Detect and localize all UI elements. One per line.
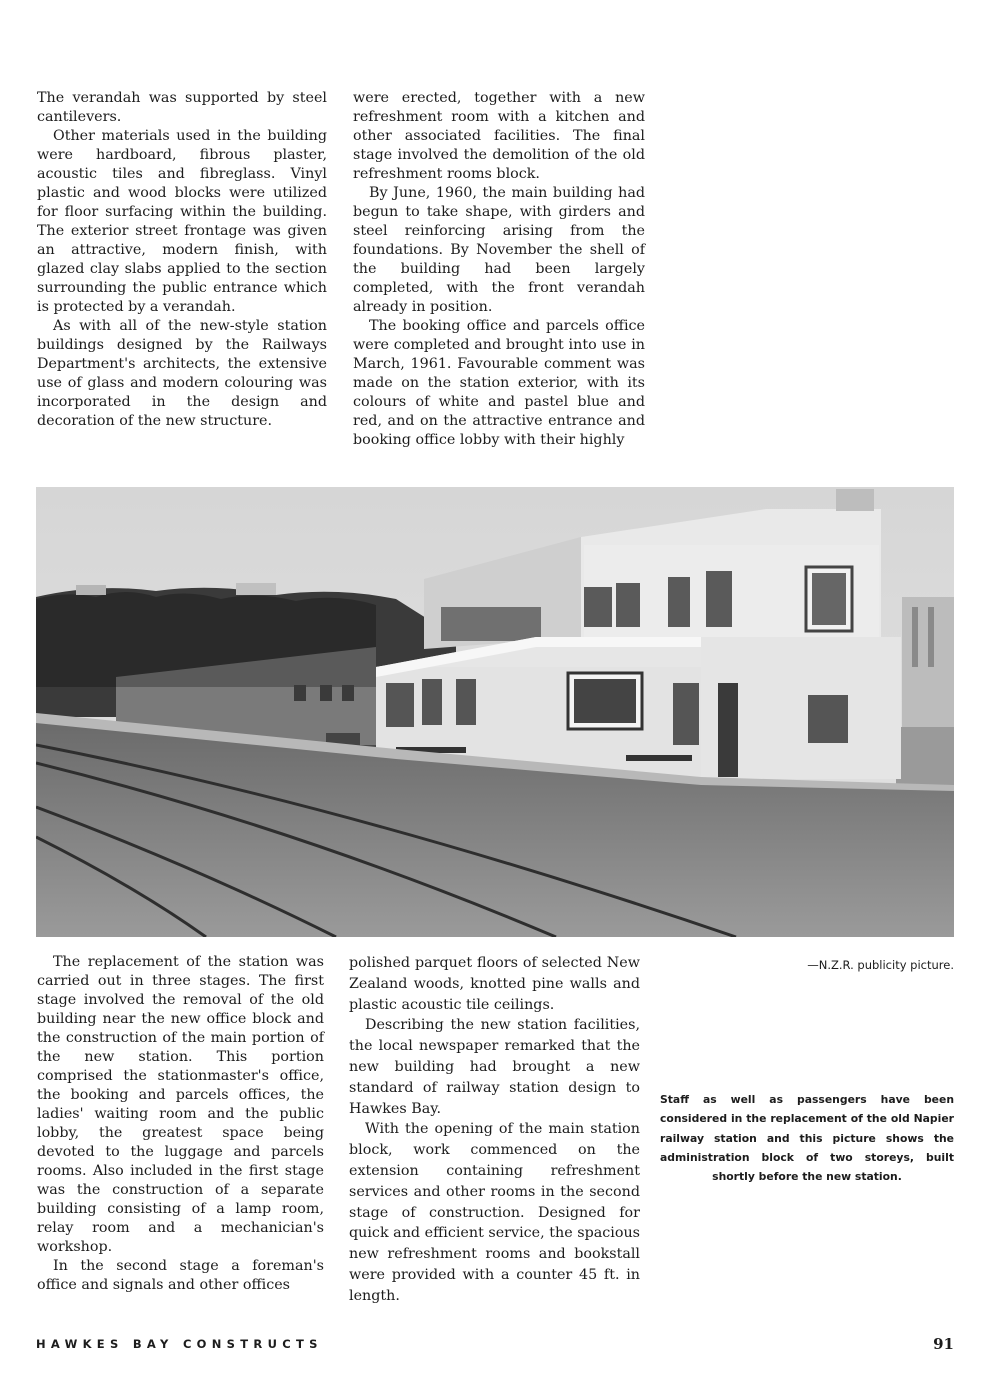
article-column-top-right [353,89,645,450]
article-column-bottom-right [349,953,640,1307]
paragraph: were erected, together with a new refreshment room with a kitchen and other associated facilities. The final stage involved the demolition of the old refreshment rooms block. [353,90,645,182]
paragraph: By June, 1960, the main building had begun to take shape, with girders and steel reinforcing arising from the foundations. By November the shell of the building had been largely completed, with the front verandah already in position. [353,185,645,315]
article-column-top-left [37,89,327,431]
photo-credit: —N.Z.R. publicity picture. [807,958,954,972]
paragraph: Describing the new station facilities, the local newspaper remarked that the new building had brought a new standard of railway station design to Hawkes Bay. [349,1017,640,1117]
station-photograph [36,487,954,937]
photo-caption: Staff as well as passengers have been considered in the replacement of the old Napier railway station and this picture shows the administration block of two storeys, built shortly before the new station. [660,1093,954,1184]
paragraph: The replacement of the station was carried out in three stages. The first stage involved the removal of the old building near the new office block and the construction of the main portion of the new station. This portion comprised the stationmaster's office, the booking and parcels offices, the ladies' waiting room and the public lobby, the greatest space being devoted to the luggage and parcels rooms. Also included in the first stage was the construction of a separate building consisting of a lamp room, relay room and a mechanician's workshop. [37,954,324,1255]
article-column-bottom-left [37,953,324,1295]
paragraph: With the opening of the main station block, work commenced on the extension containing refreshment services and other rooms in the second stage of construction. Designed for quick and efficient service, the spacious new refreshment rooms and bookstall were provided with a counter 45 ft. in length. [349,1121,640,1304]
publication-title: HAWKES BAY CONSTRUCTS [36,1337,323,1351]
paragraph: In the second stage a foreman's office and signals and other offices [37,1258,324,1293]
paragraph: Other materials used in the building were hardboard, fibrous plaster, acoustic tiles and fibreglass. Vinyl plastic and wood blocks were utilized for floor surfacing within the building. The exterior street frontage was given an attractive, modern finish, with glazed clay slabs applied to the section surrounding the public entrance which is protected by a verandah. [37,128,327,315]
paragraph: As with all of the new-style station buildings designed by the Railways Department's architects, the extensive use of glass and modern colouring was incorporated in the design and decoration of the new structure. [37,318,327,429]
paragraph: The booking office and parcels office were completed and brought into use in March, 1961. Favourable comment was made on the station exterior, with its colours of white and pastel blue and red, and on the attractive entrance and booking office lobby with their highly [353,318,645,448]
paragraph: The verandah was supported by steel cantilevers. [37,90,327,125]
paragraph: polished parquet floors of selected New Zealand woods, knotted pine walls and plastic acoustic tile ceilings. [349,955,640,1013]
page-number: 91 [933,1335,954,1353]
